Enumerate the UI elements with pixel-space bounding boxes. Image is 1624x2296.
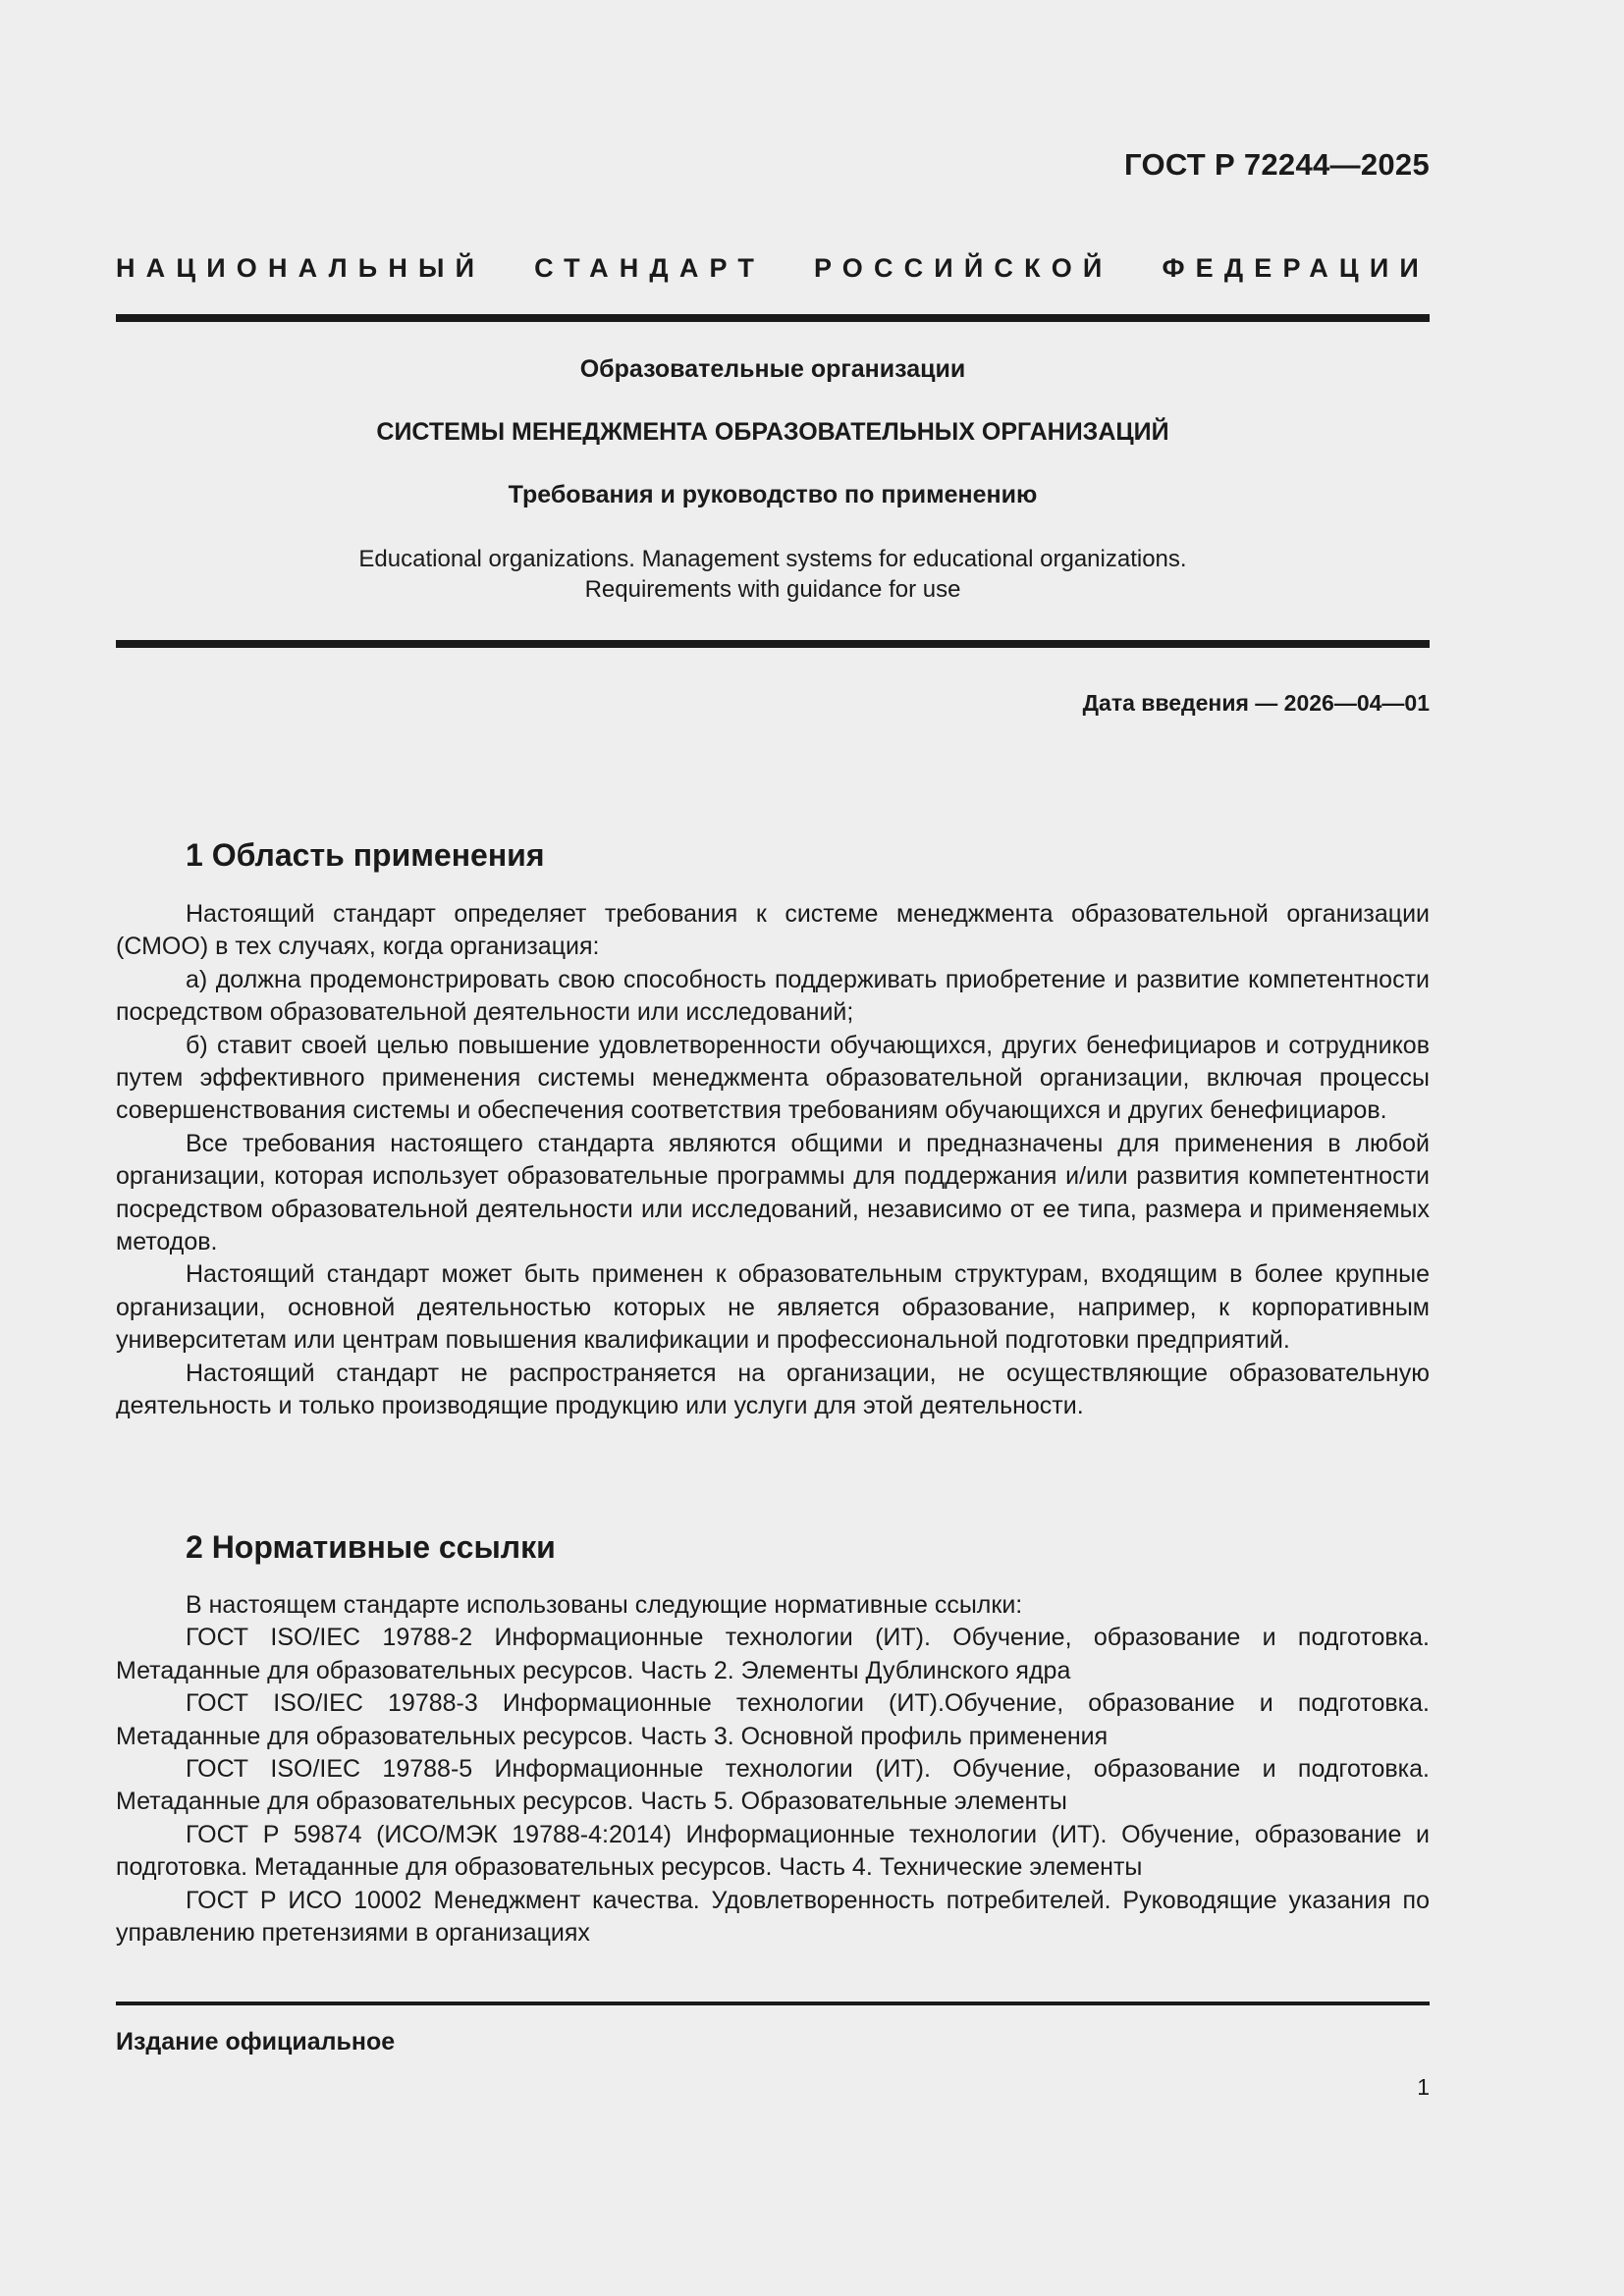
paragraph: Все требования настоящего стандарта являются общими и предназначены для применения в любой организации, которая использует образовательные программы для поддержания и/или развития компетентности посредством образовательной деятельности или исследований, независимо от ее типа, размера и применяемых методов. xyxy=(116,1129,1430,1256)
section-2-heading: 2 Нормативные ссылки xyxy=(186,1529,556,1565)
paragraph: В настоящем стандарте использованы следующие нормативные ссылки: xyxy=(186,1591,1023,1619)
national-title-word: РОССИЙСКОЙ xyxy=(813,253,1113,283)
section-1-heading: 1 Область применения xyxy=(186,837,545,873)
main-title: СИСТЕМЫ МЕНЕДЖМЕНТА ОБРАЗОВАТЕЛЬНЫХ ОРГАНИЗАЦИЙ xyxy=(376,418,1169,446)
paragraph: ГОСТ ISO/IEC 19788-2 Информационные технологии (ИТ). Обучение, образование и подготовка. Метаданные для образовательных ресурсов. Часть 2. Элементы Дублинского ядра xyxy=(116,1624,1430,1684)
middle-divider xyxy=(116,640,1430,648)
paragraph: а) должна продемонстрировать свою способность поддерживать приобретение и развитие компетентности посредством образовательной деятельности или исследований; xyxy=(116,965,1430,1027)
introduction-date: Дата введения — 2026—04—01 xyxy=(1082,690,1430,716)
paragraph: Настоящий стандарт может быть применен к образовательным структурам, входящим в более крупные организации, основной деятельностью которых не является образование, например, к корпоративным университетам или центрам повышения квалификации и профессиональной подготовки предприятий. xyxy=(116,1260,1430,1355)
paragraph: ГОСТ ISO/IEC 19788-5 Информационные технологии (ИТ). Обучение, образование и подготовка. Метаданные для образовательных ресурсов. Часть 5. Образовательные элементы xyxy=(116,1755,1430,1816)
national-title-word: НАЦИОНАЛЬНЫЙ xyxy=(116,253,486,283)
english-title-line-2: Requirements with guidance for use xyxy=(584,576,961,603)
document-number: ГОСТ Р 72244—2025 xyxy=(1124,147,1430,182)
top-divider xyxy=(116,314,1430,322)
subtitle: Требования и руководство по применению xyxy=(508,481,1038,508)
paragraph: Настоящий стандарт определяет требования к системе менеджмента образовательной организации (СМОО) в тех случаях, когда организация: xyxy=(116,900,1430,961)
paragraph: Настоящий стандарт не распространяется на организации, не осуществляющие образовательную деятельность и только производящие продукцию или услуги для этой деятельности. xyxy=(116,1359,1430,1420)
english-title-line-1: Educational organizations. Management systems for educational organizations. xyxy=(358,546,1187,572)
national-title-word: СТАНДАРТ xyxy=(534,253,765,283)
footer-divider xyxy=(116,2002,1430,2005)
organization-line: Образовательные организации xyxy=(579,355,966,383)
english-title xyxy=(116,544,1430,605)
paragraph: ГОСТ Р ИСО 10002 Менеджмент качества. Удовлетворенность потребителей. Руководящие указания по управлению претензиями в организациях xyxy=(116,1886,1430,1948)
document-page xyxy=(116,0,1430,2296)
paragraph: б) ставит своей целью повышение удовлетворенности обучающихся, других бенефициаров и сотрудников путем эффективного применения системы менеджмента образовательной организации, включая процессы совершенствования системы и обеспечения соответствия требованиям обучающихся и других бенефициаров. xyxy=(116,1031,1430,1125)
paragraph: ГОСТ Р 59874 (ИСО/МЭК 19788-4:2014) Информационные технологии (ИТ). Обучение, образование и подготовка. Метаданные для образовательных ресурсов. Часть 4. Технические элементы xyxy=(116,1820,1430,1882)
page-number: 1 xyxy=(1417,2074,1430,2100)
national-standard-title xyxy=(116,253,1430,284)
section-1-body xyxy=(116,898,1430,1423)
official-edition-label: Издание официальное xyxy=(116,2028,396,2056)
paragraph: ГОСТ ISO/IEC 19788-3 Информационные технологии (ИТ).Обучение, образование и подготовка. Метаданные для образовательных ресурсов. Часть 3. Основной профиль применения xyxy=(116,1689,1430,1750)
section-2-body xyxy=(116,1589,1430,1949)
national-title-word: ФЕДЕРАЦИИ xyxy=(1162,253,1430,283)
